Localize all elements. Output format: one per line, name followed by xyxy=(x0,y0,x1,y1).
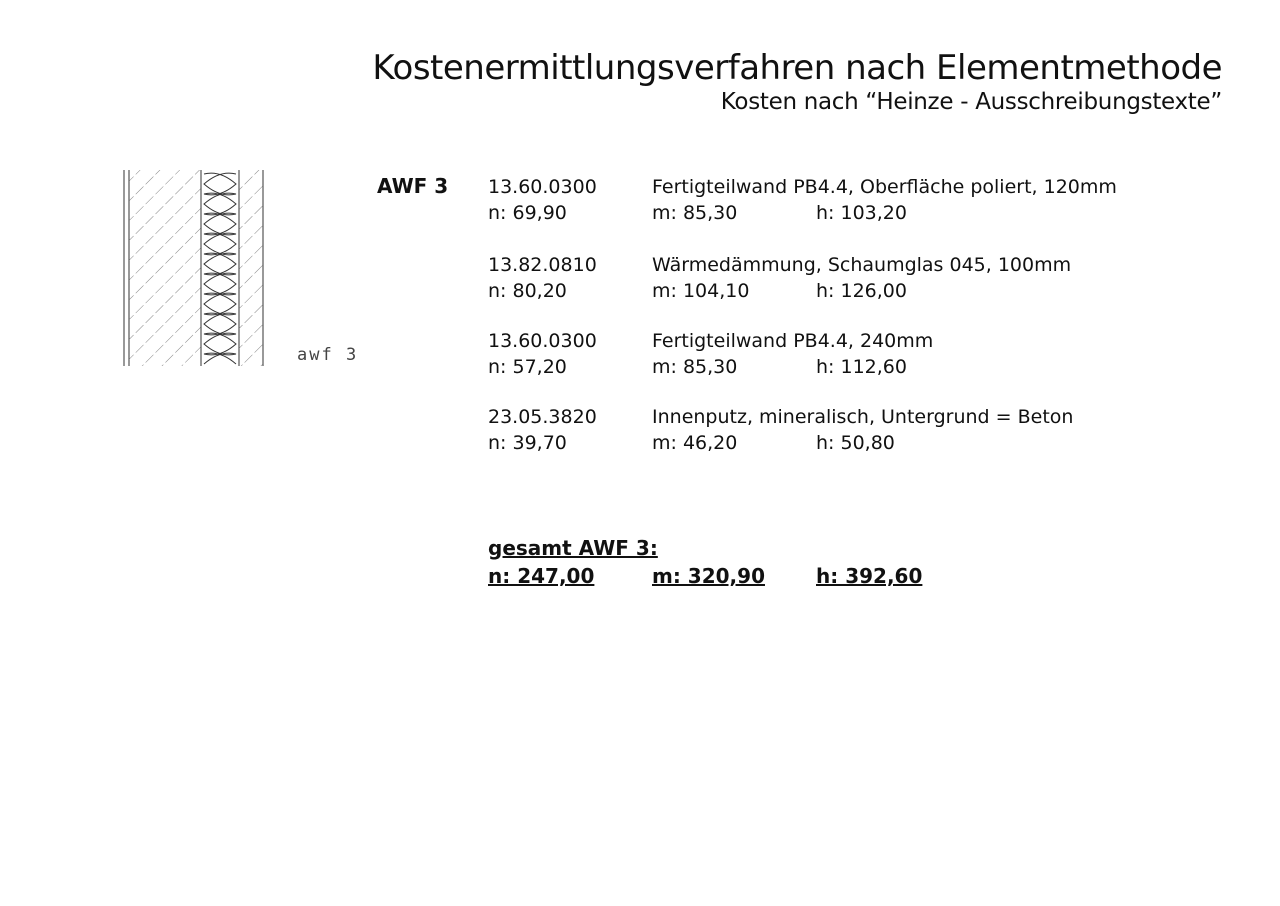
wall-section-drawing xyxy=(120,170,270,370)
position-description: Fertigteilwand PB4.4, Oberfläche poliert, 120mm xyxy=(652,176,1117,198)
price-n: n: 80,20 xyxy=(488,280,567,302)
price-m: m: 85,30 xyxy=(652,356,738,378)
total-h: h: 392,60 xyxy=(816,564,923,588)
position-description: Fertigteilwand PB4.4, 240mm xyxy=(652,330,934,352)
price-n: n: 69,90 xyxy=(488,202,567,224)
price-n: n: 39,70 xyxy=(488,432,567,454)
insulation-layer xyxy=(204,170,239,366)
position-number: 23.05.3820 xyxy=(488,406,597,428)
total-m: m: 320,90 xyxy=(652,564,765,588)
element-code: AWF 3 xyxy=(377,174,449,198)
page-title: Kostenermittlungsverfahren nach Elementmethode xyxy=(372,48,1222,88)
drawing-label: awf 3 xyxy=(297,345,359,365)
price-m: m: 85,30 xyxy=(652,202,738,224)
price-n: n: 57,20 xyxy=(488,356,567,378)
price-h: h: 103,20 xyxy=(816,202,907,224)
total-n: n: 247,00 xyxy=(488,564,595,588)
price-m: m: 46,20 xyxy=(652,432,738,454)
price-m: m: 104,10 xyxy=(652,280,750,302)
position-number: 13.82.0810 xyxy=(488,254,597,276)
price-h: h: 126,00 xyxy=(816,280,907,302)
page-subtitle: Kosten nach “Heinze - Ausschreibungstexte” xyxy=(720,89,1222,115)
price-h: h: 112,60 xyxy=(816,356,907,378)
position-number: 13.60.0300 xyxy=(488,330,597,352)
position-description: Innenputz, mineralisch, Untergrund = Beton xyxy=(652,406,1074,428)
price-h: h: 50,80 xyxy=(816,432,895,454)
position-number: 13.60.0300 xyxy=(488,176,597,198)
position-description: Wärmedämmung, Schaumglas 045, 100mm xyxy=(652,254,1072,276)
total-label: gesamt AWF 3: xyxy=(488,536,658,560)
